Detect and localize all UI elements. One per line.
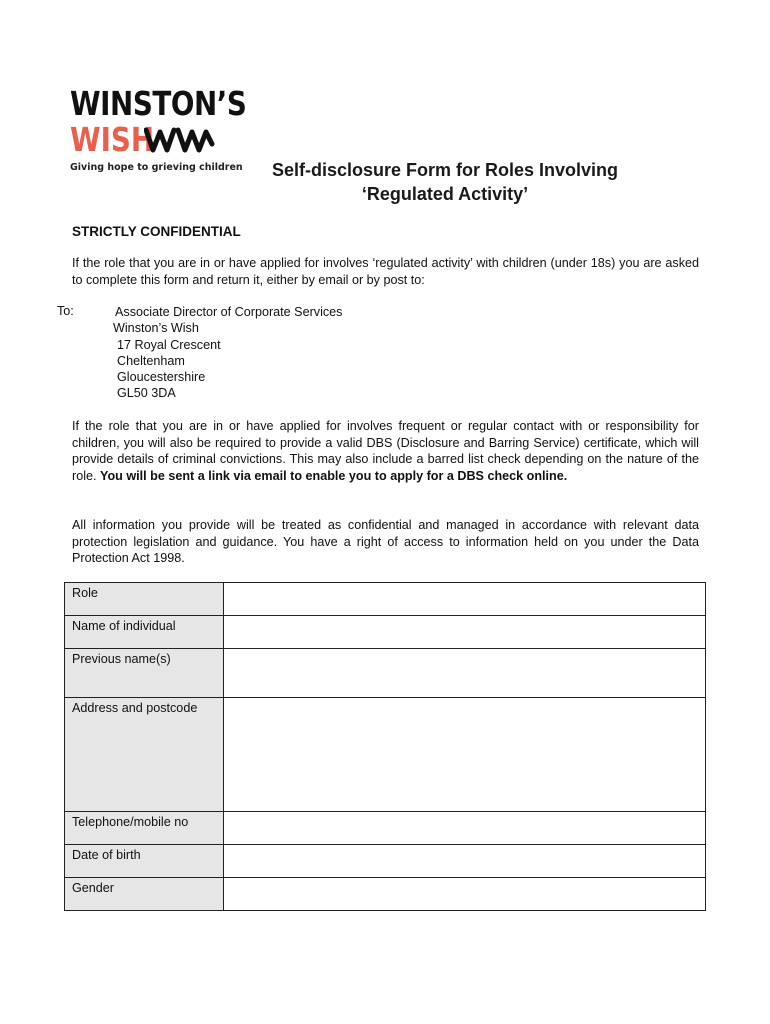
- gender-field[interactable]: [224, 878, 706, 911]
- title-line-2: ‘Regulated Activity’: [361, 184, 529, 204]
- postal-address: [115, 304, 342, 402]
- row-label-text: Date of birth: [72, 848, 141, 862]
- row-label: [65, 616, 224, 649]
- table-row: [65, 649, 706, 698]
- logo-wordmark-line1: WINSTON’S: [70, 84, 247, 123]
- row-label-text: Address and postcode: [72, 701, 198, 715]
- table-row: [65, 616, 706, 649]
- logo-wordmark-line2: WISH: [70, 120, 155, 159]
- title-line-1: Self-disclosure Form for Roles Involving: [271, 160, 619, 180]
- date-of-birth-field[interactable]: [224, 845, 706, 878]
- dbs-paragraph: [72, 418, 699, 484]
- telephone-field[interactable]: [224, 812, 706, 845]
- confidential-heading: STRICTLY CONFIDENTIAL: [72, 224, 241, 239]
- table-row: [65, 845, 706, 878]
- name-of-individual-field[interactable]: [224, 616, 706, 649]
- address-line: Gloucestershire: [117, 370, 206, 385]
- row-label-text: Previous name(s): [72, 652, 171, 666]
- logo-waves-icon: [144, 126, 216, 154]
- row-label: [65, 878, 224, 911]
- address-line: Winston’s Wish: [113, 321, 199, 336]
- dbs-paragraph-emphasis: You will be sent a link via email to enable you to apply for a DBS check online.: [100, 468, 568, 483]
- personal-details-table: [64, 582, 706, 911]
- logo-line2: [70, 122, 250, 158]
- table-row: [65, 878, 706, 911]
- data-protection-paragraph: All information you provide will be treated as confidential and managed in accordance with relevant data protection legislation and guidance. You have a right of access to information held on you under the Data Protection Act 1998.: [72, 518, 699, 565]
- row-label: [65, 812, 224, 845]
- row-label: [65, 649, 224, 698]
- previous-names-field[interactable]: [224, 649, 706, 698]
- address-line: 17 Royal Crescent: [117, 337, 221, 352]
- row-label: [65, 583, 224, 616]
- intro-paragraph: If the role that you are in or have applied for involves ‘regulated activity’ with children (under 18s) you are asked to complete this form and return it, either by email or by post to:: [72, 256, 699, 287]
- page-title: [240, 158, 650, 206]
- to-label: To:: [57, 304, 74, 318]
- row-label-text: Role: [72, 586, 98, 600]
- role-field[interactable]: [224, 583, 706, 616]
- row-label-text: Telephone/mobile no: [72, 815, 189, 829]
- table-row: [65, 583, 706, 616]
- table-row: [65, 698, 706, 812]
- row-label-text: Name of individual: [72, 619, 176, 633]
- dbs-paragraph-text: If the role that you are in or have applied for involves frequent or regular contact with or responsibility for children, you will also be required to provide a valid DBS (Disclosure and Barring Service) certificate, which will provide details of criminal convictions. This may also include a barred list check depending on the nature of the role.: [72, 419, 699, 483]
- address-line: Associate Director of Corporate Services: [115, 305, 343, 319]
- row-label: [65, 845, 224, 878]
- address-postcode-field[interactable]: [224, 698, 706, 812]
- address-line: GL50 3DA: [117, 386, 176, 401]
- row-label-text: Gender: [72, 881, 115, 895]
- table-row: [65, 812, 706, 845]
- row-label: [65, 698, 224, 812]
- logo-tagline: Giving hope to grieving children: [70, 162, 243, 173]
- address-line: Cheltenham: [117, 353, 185, 368]
- logo: [70, 86, 250, 173]
